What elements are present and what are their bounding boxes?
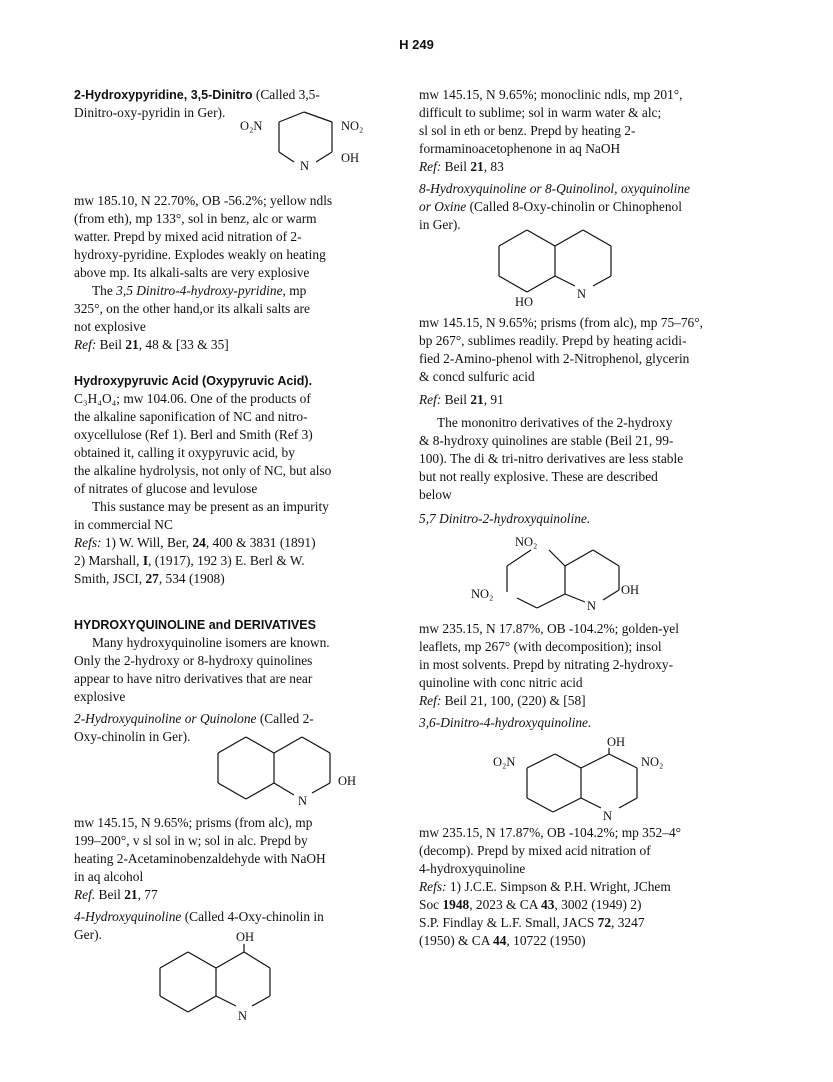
n-label: N [603,809,613,823]
entry-body: mw 235.15, N 17.87%, OB -104.2%; golden-yel leaflets, mp 267° (with decomposition); insol in most solvents. Prepd by nitrating 2-hydroxy- quinoline with conc nitric acid Ref: Beil 21, 100, (220) & [58] [419,620,764,710]
n-label: N [300,159,310,173]
n-label: N [577,287,587,301]
n-label: N [298,794,308,808]
structure-3-6-dinitro-4-hydroxyquinoline [493,732,703,827]
entry-8-hydroxyquinoline: 8-Hydroxyquinoline or 8-Quinolinol, oxyquinoline or Oxine (Called 8-Oxy-chinolin or Chinophenol in Ger). [419,181,690,232]
entry-2-hydroxyquinoline: 2-Hydroxyquinoline or Quinolone (Called 2- Oxy-chinolin in Ger). [74,711,314,744]
page-header: H 249 [399,37,434,52]
structure-8-hydroxyquinoline [497,228,627,318]
structure-dinitro-hydroxypyridine [224,112,364,187]
entry-4-hydroxyquinoline: 4-Hydroxyquinoline (Called 4-Oxy-chinolin in Ger). [74,909,324,942]
entry-body: mw 145.15, N 9.65%; prisms (from alc), mp 75–76°, bp 267°, sublimes readily. Prepd by heating acidi- fied 2-Amino-phenol with 2-Nitrophenol, glycerin & concd sulfuric acid [419,315,703,384]
ho-label: HO [515,295,534,309]
no2-top-label: NO₂ [515,535,538,549]
no2-label: NO₂ [341,119,364,133]
entry-3-6-dinitro-4-hydroxyquinoline: 3,6-Dinitro-4-hydroxyquinoline. [419,715,592,730]
o2n-label: O₂N [240,119,263,133]
entry-title: 2-Hydroxypyridine, 3,5-Dinitro [74,88,253,102]
structure-5-7-dinitro-2-hydroxyquinoline [469,532,689,617]
oh-label: OH [607,735,626,749]
entry-body: mw 145.15, N 9.65%; prisms (from alc), mp 199–200°, v sl sol in w; sol in alc. Prepd by heating 2-Acetaminobenzaldehyde with NaOH in aq alcohol Ref. Beil 21, 77 [74,814,374,904]
n-label: N [587,599,597,613]
oh-label: OH [621,583,640,597]
reference: Ref: Beil 21, 91 [419,392,504,407]
entry-title: HYDROXYQUINOLINE and DERIVATIVES [74,618,316,632]
entry-hydroxyquinoline-derivatives: HYDROXYQUINOLINE and DERIVATIVES Many hydroxyquinoline isomers are known. Only the 2-hydroxy or 8-hydroxy quinolines appear to have nitro derivatives that are near explosive [74,618,330,704]
entry-hydroxypyruvic-acid: Hydroxypyruvic Acid (Oxypyruvic Acid). C₃H₄O₄; mw 104.06. One of the products of the alkaline saponification of NC and nitro- oxycellulose (Ref 1). Berl and Smith (Ref 3) obtained it, calling it oxypyruvic acid, by the alkaline hydrolysis, not only of NC, but also of nitrates of glucose and levulose This sustance may be present as an impurity in commercial NC Refs: 1) W. Will, Ber, 24, 400 & 3831 (1891) 2) Marshall, I, (1917), 192 3) E. Berl & W. Smith, JSCI, 27, 534 (1908) [74,374,332,586]
structure-2-hydroxyquinoline [214,733,374,818]
no2-label: NO₂ [641,755,664,769]
n-label: N [238,1009,248,1023]
oh-label: OH [338,774,357,788]
entry-title: Hydroxypyruvic Acid (Oxypyruvic Acid). [74,374,313,388]
reference: Ref: Beil 21, 48 & [33 & 35] [74,337,229,352]
no2-left-label: NO₂ [471,587,494,601]
entry-dinitro-hydroxypyridine: 2-Hydroxypyridine, 3,5-Dinitro (Called 3,5- Dinitro-oxy-pyridin in Ger). [74,87,320,120]
entry-2-hydroxyquinoline-cont: mw 145.15, N 9.65%; monoclinic ndls, mp 201°, difficult to sublime; sol in warm water & alc; sl sol in eth or benz. Prepd by heating 2- formaminoacetophenone in aq NaOH Ref: Beil 21, 83 [419,86,764,176]
entry-5-7-dinitro-2-hydroxyquinoline: 5,7 Dinitro-2-hydroxyquinoline. [419,511,591,526]
o2n-label: O₂N [493,755,516,769]
oh-label: OH [341,151,360,165]
entry-body: mw 235.15, N 17.87%, OB -104.2%; mp 352–4° (decomp). Prepd by mixed acid nitration of 4-hydroxyquinoline Refs: 1) J.C.E. Simpson & P.H. Wright, JChem Soc 1948, 2023 & CA 43, 3002 (1949) 2) S.P. Findlay & L.F. Small, JACS 72, 3247 (1950) & CA 44, 10722 (1950) [419,825,681,948]
oh-label: OH [236,930,255,944]
reference: Ref: Beil 21, 83 [419,159,504,174]
reference: Ref: Beil 21, 100, (220) & [58] [419,693,586,708]
paragraph-nitro-derivatives: The mononitro derivatives of the 2-hydroxy & 8-hydroxy quinolines are stable (Beil 21, 99- 100). The di & tri-nitro derivatives are less stable but not really explosive. These are described below [419,415,684,502]
structure-4-hydroxyquinoline [156,928,296,1023]
reference: Ref. Beil 21, 77 [74,887,158,902]
entry-body: mw 185.10, N 22.70%, OB -56.2%; yellow ndls (from eth), mp 133°, sol in benz, alc or warm watter. Prepd by mixed acid nitration of 2- hydroxy-pyridine. Explodes weakly on heating above mp. Its alkali-salts are very explosive The 3,5 Dinitro-4-hydroxy-pyridine, mp 325°, on the other hand,or its alkali salts are not explosive Ref: Beil 21, 48 & [33 & 35] [74,192,374,354]
